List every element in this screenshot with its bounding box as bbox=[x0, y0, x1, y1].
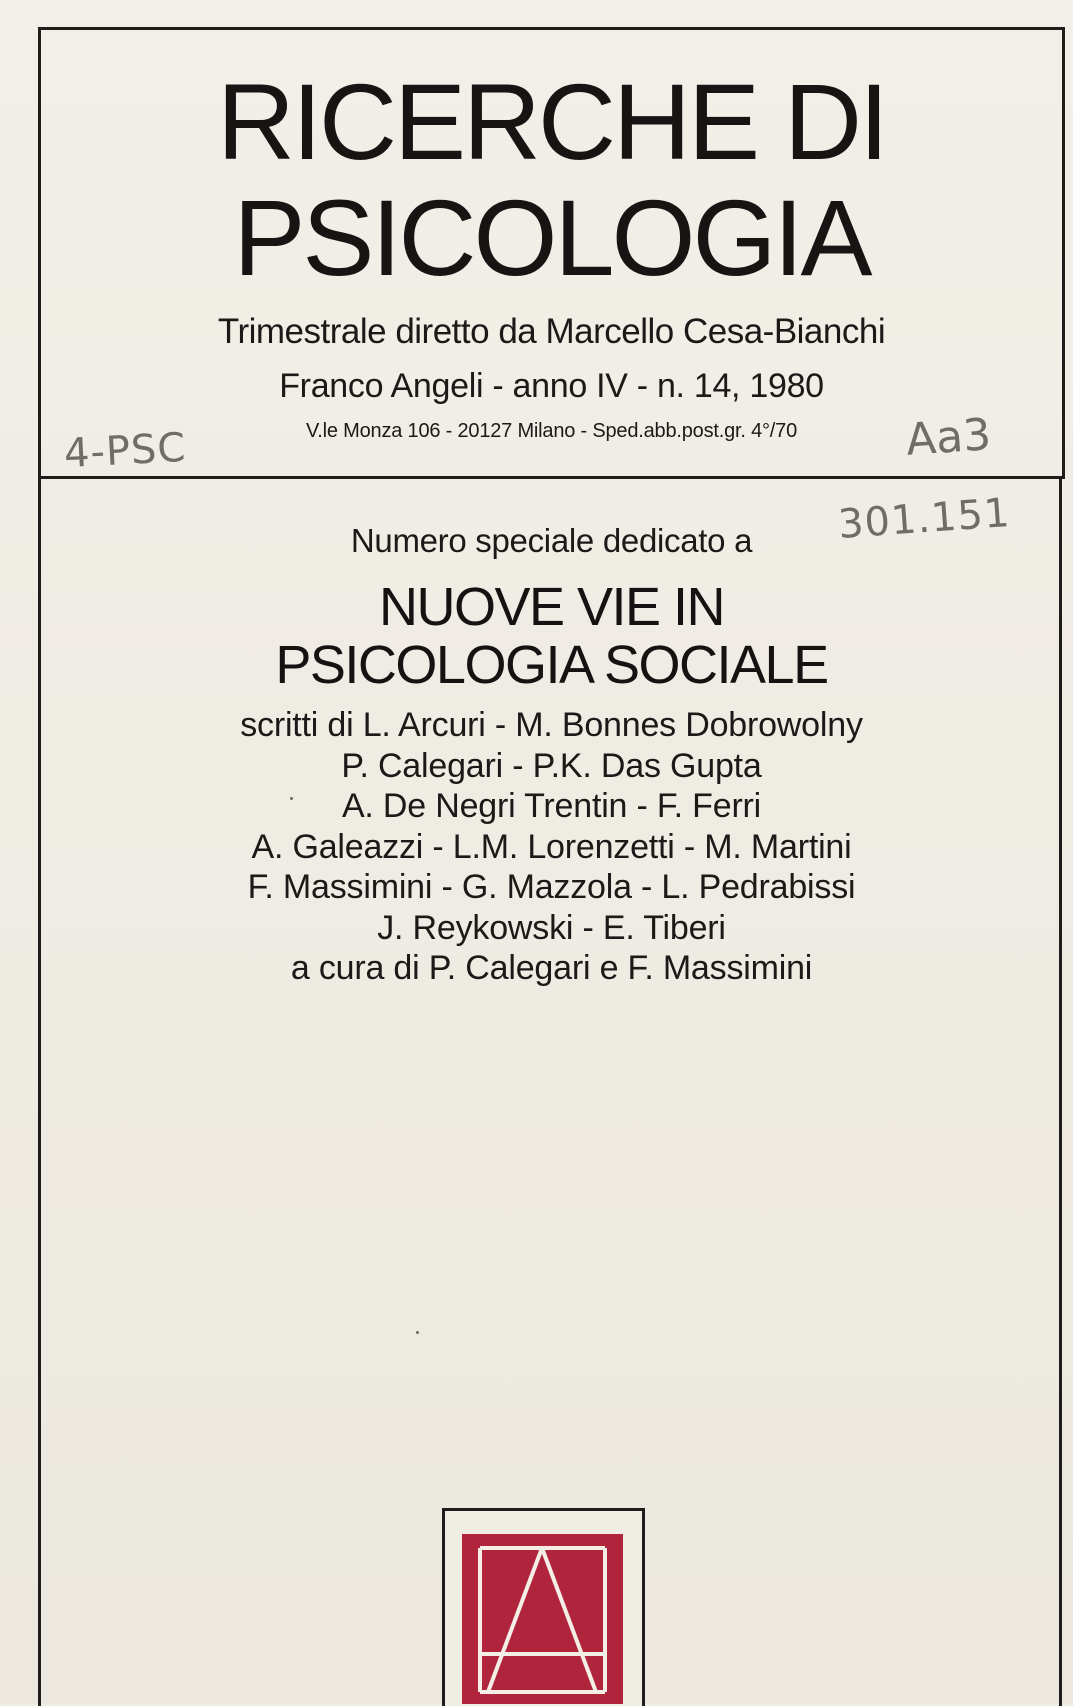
special-issue-dedication: Numero speciale dedicato a bbox=[350, 522, 753, 559]
authors-line: P. Calegari - P.K. Das Gupta bbox=[341, 746, 762, 785]
authors-list bbox=[38, 705, 1065, 989]
handwritten-shelf-mark: 4-PSC bbox=[62, 424, 188, 478]
handwritten-location-mark: Aa3 bbox=[904, 409, 993, 466]
editors-line: a cura di P. Calegari e F. Massimini bbox=[290, 949, 813, 987]
authors-line: J. Reykowski - E. Tiberi bbox=[377, 908, 726, 947]
issue-heading-line-2: PSICOLOGIA SOCIALE bbox=[275, 635, 828, 695]
publisher-address: V.le Monza 106 - 20127 Milano - Sped.abb.post.gr. 4°/70 bbox=[305, 420, 798, 442]
journal-subtitle: Trimestrale diretto da Marcello Cesa-Bianchi bbox=[217, 312, 886, 351]
authors-line: A. De Negri Trentin - F. Ferri bbox=[341, 787, 762, 825]
logo-background bbox=[462, 1534, 623, 1704]
publisher-logo-icon bbox=[462, 1534, 623, 1704]
publisher-issue-line: Franco Angeli - anno IV - n. 14, 1980 bbox=[279, 367, 824, 405]
journal-title-line-2: PSICOLOGIA bbox=[233, 177, 870, 298]
paper-speck bbox=[416, 1331, 419, 1334]
authors-line: scritti di L. Arcuri - M. Bonnes Dobrowolny bbox=[240, 706, 863, 744]
issue-heading-line-1: NUOVE VIE IN bbox=[378, 577, 725, 637]
journal-title-line-1: RICERCHE DI bbox=[216, 61, 887, 182]
paper-speck bbox=[290, 797, 293, 800]
authors-line: A. Galeazzi - L.M. Lorenzetti - M. Martini bbox=[251, 827, 852, 866]
handwritten-catalog-number: 301.151 bbox=[836, 490, 1012, 548]
authors-line: F. Massimini - G. Mazzola - L. Pedrabissi bbox=[247, 868, 856, 906]
